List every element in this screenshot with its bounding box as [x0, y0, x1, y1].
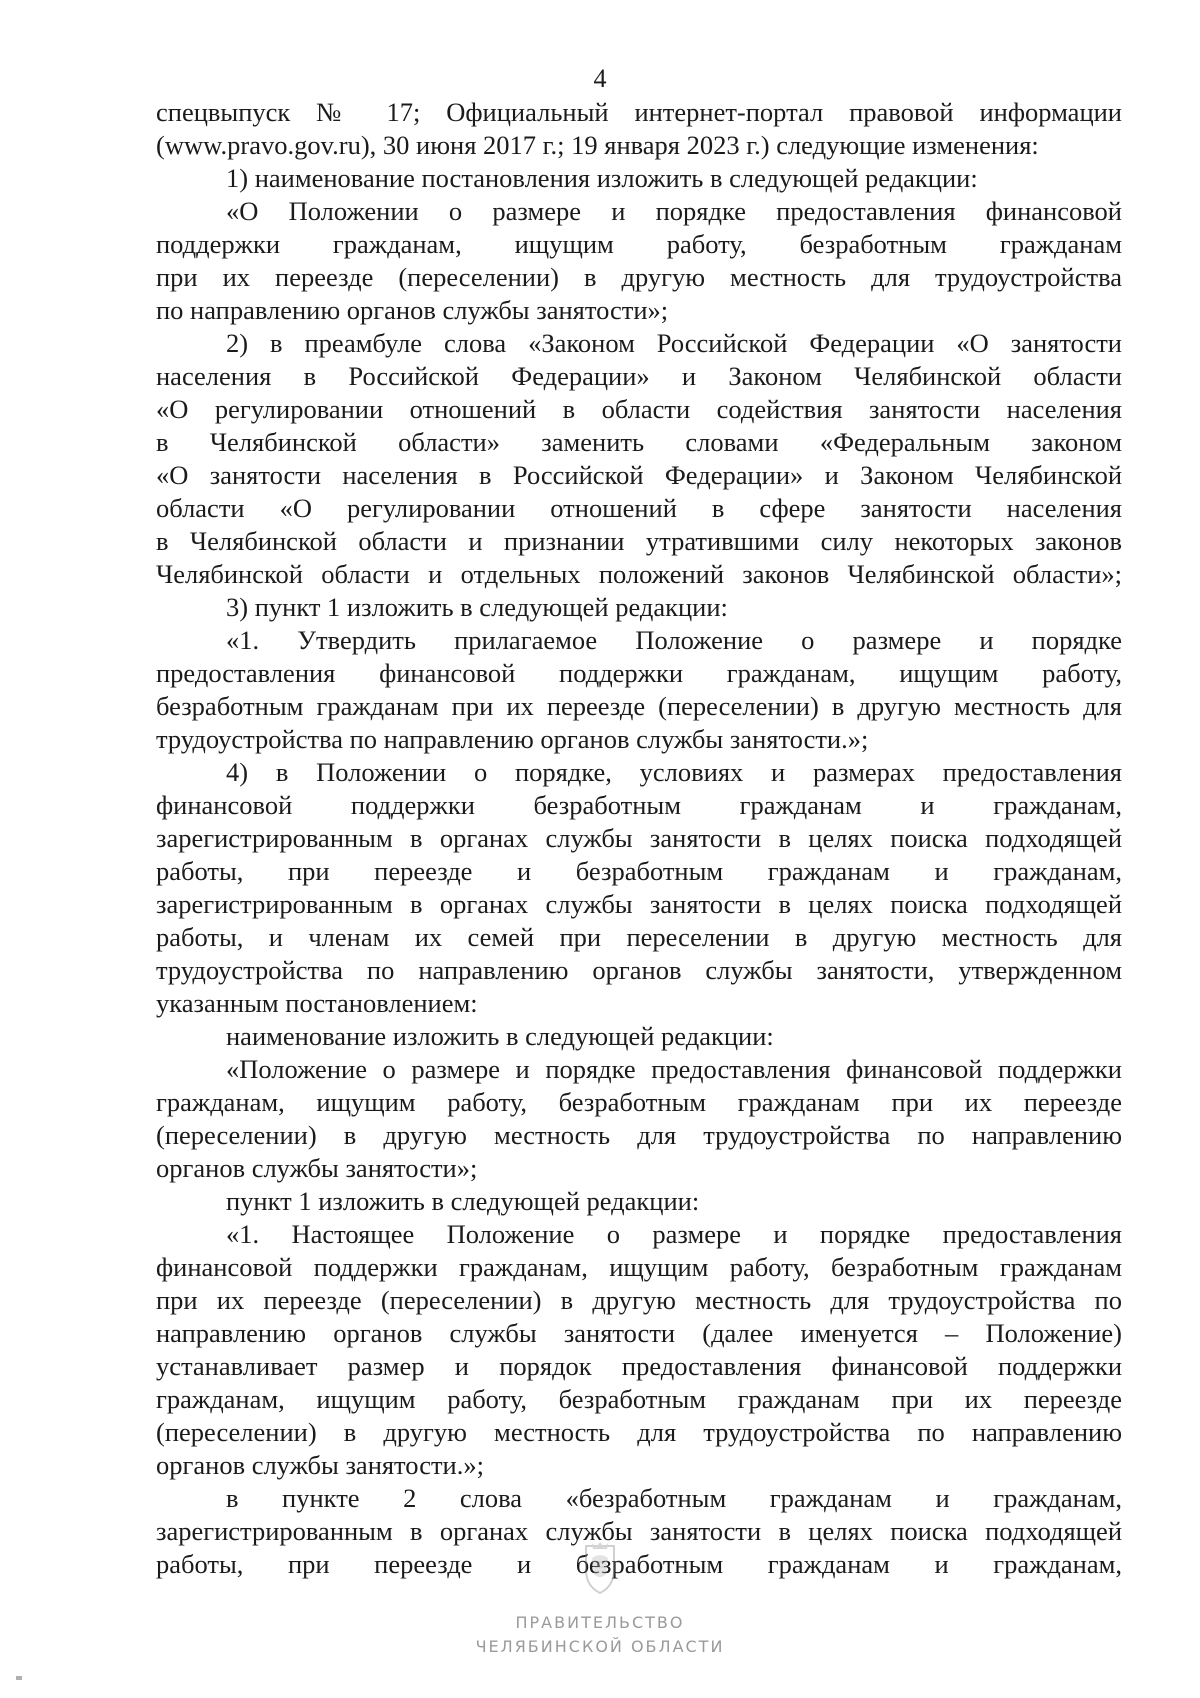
text-line: области «О регулировании отношений в сфере занятости населения: [156, 493, 1122, 523]
text-line: финансовой поддержки гражданам, ищущим работу, безработным гражданам: [156, 1252, 1122, 1282]
text-line: при их переезде (переселении) в другую местность для трудоустройства: [156, 262, 1122, 292]
text-line: трудоустройства по направлению органов службы занятости, утвержденном: [156, 955, 1122, 985]
text-line: «О занятости населения в Российской Федерации» и Законом Челябинской: [156, 460, 1122, 490]
text-line: пункт 1 изложить в следующей редакции:: [226, 1186, 700, 1216]
text-line: органов службы занятости.»;: [156, 1450, 484, 1480]
text-line: при их переезде (переселении) в другую местность для трудоустройства по: [156, 1285, 1122, 1315]
text-line: устанавливает размер и порядок предоставления финансовой поддержки: [156, 1351, 1122, 1381]
document-body: [156, 96, 1122, 1581]
text-line: 2) в преамбуле слова «Законом Российской Федерации «О занятости: [226, 328, 1122, 358]
text-line: указанным постановлением:: [156, 988, 478, 1018]
coat-of-arms-icon: [580, 1540, 620, 1596]
text-line: (переселении) в другую местность для трудоустройства по направлению: [156, 1120, 1122, 1150]
text-line: зарегистрированным в органах службы занятости в целях поиска подходящей: [156, 823, 1122, 853]
government-stamp: [0, 1540, 1200, 1680]
text-line: населения в Российской Федерации» и Законом Челябинской области: [156, 361, 1122, 391]
text-line: 3) пункт 1 изложить в следующей редакции:: [226, 592, 728, 622]
text-line: гражданам, ищущим работу, безработным гражданам при их переезде: [156, 1384, 1122, 1414]
text-line: 4) в Положении о порядке, условиях и размерах предоставления: [226, 757, 1122, 787]
text-line: финансовой поддержки безработным гражданам и гражданам,: [156, 790, 1122, 820]
text-line: гражданам, ищущим работу, безработным гражданам при их переезде: [156, 1087, 1122, 1117]
text-line: в Челябинской области» заменить словами «Федеральным законом: [156, 427, 1122, 457]
text-line: работы, при переезде и безработным гражданам и гражданам,: [156, 1549, 1122, 1579]
page-number: 4: [593, 64, 607, 93]
stamp-region-label: ЧЕЛЯБИНСКОЙ ОБЛАСТИ: [475, 1637, 725, 1656]
text-line: зарегистрированным в органах службы занятости в целях поиска подходящей: [156, 1516, 1122, 1546]
text-line: безработным гражданам при их переезде (переселении) в другую местность для: [156, 691, 1122, 721]
text-line: «О Положении о размере и порядке предоставления финансовой: [226, 196, 1122, 226]
text-line: «1. Настоящее Положение о размере и порядке предоставления: [226, 1219, 1122, 1249]
text-line: поддержки гражданам, ищущим работу, безработным гражданам: [156, 229, 1122, 259]
text-line: (www.pravo.gov.ru), 30 июня 2017 г.; 19 января 2023 г.) следующие изменения:: [156, 130, 1039, 160]
text-line: зарегистрированным в органах службы занятости в целях поиска подходящей: [156, 889, 1122, 919]
text-line: «Положение о размере и порядке предоставления финансовой поддержки: [226, 1054, 1122, 1084]
text-line: Челябинской области и отдельных положений законов Челябинской области»;: [156, 559, 1122, 589]
text-line: работы, и членам их семей при переселении в другую местность для: [156, 922, 1122, 952]
text-line: направлению органов службы занятости (далее именуется – Положение): [156, 1318, 1122, 1348]
text-line: трудоустройства по направлению органов службы занятости.»;: [156, 724, 869, 754]
text-line: по направлению органов службы занятости»;: [156, 295, 669, 325]
text-line: «О регулировании отношений в области содействия занятости населения: [156, 394, 1122, 424]
text-line: спецвыпуск № 17; Официальный интернет-портал правовой информации: [156, 97, 1122, 127]
text-line: «1. Утвердить прилагаемое Положение о размере и порядке: [226, 625, 1122, 655]
text-line: 1) наименование постановления изложить в следующей редакции:: [226, 163, 978, 193]
scan-edge-mark: [16, 1676, 22, 1680]
text-line: наименование изложить в следующей редакции:: [226, 1021, 774, 1051]
stamp-government-label: ПРАВИТЕЛЬСТВО: [515, 1613, 685, 1632]
text-line: органов службы занятости»;: [156, 1153, 478, 1183]
text-line: работы, при переезде и безработным гражданам и гражданам,: [156, 856, 1122, 886]
text-line: в Челябинской области и признании утратившими силу некоторых законов: [156, 526, 1122, 556]
text-line: в пункте 2 слова «безработным гражданам и гражданам,: [226, 1483, 1122, 1513]
text-line: (переселении) в другую местность для трудоустройства по направлению: [156, 1417, 1122, 1447]
text-line: предоставления финансовой поддержки гражданам, ищущим работу,: [156, 658, 1122, 688]
